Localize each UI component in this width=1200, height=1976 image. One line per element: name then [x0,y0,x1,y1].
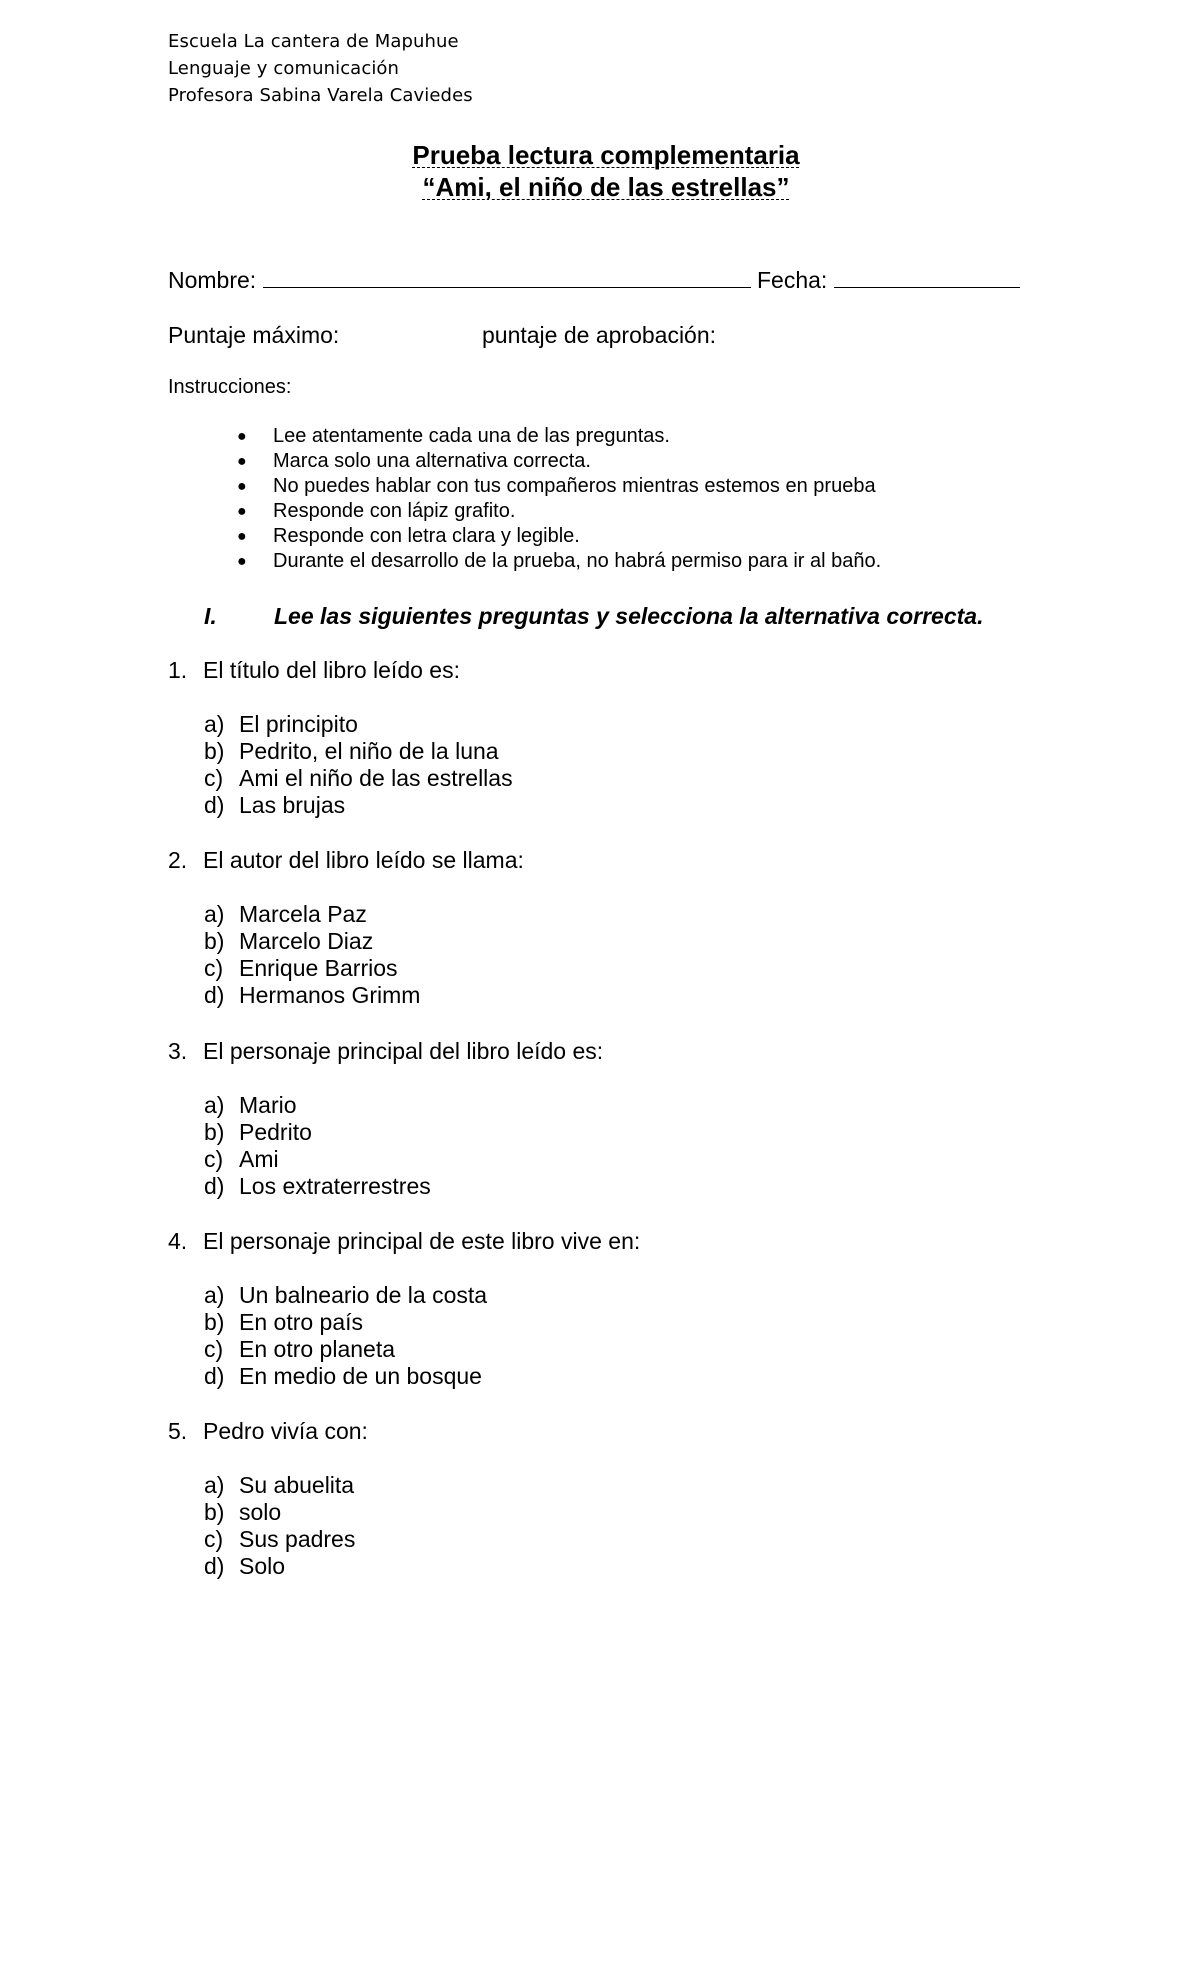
option-d: d) Hermanos Grimm [204,982,421,1008]
option-a: a) Mario [204,1092,297,1118]
list-item: ● Responde con letra clara y legible. [237,525,580,547]
bullet-icon: ● [237,553,247,570]
list-item: ● Marca solo una alternativa correcta. [237,450,591,472]
option-d: d) En medio de un bosque [204,1363,482,1389]
option-a: a) Su abuelita [204,1472,355,1498]
question-4-options [204,1282,487,1390]
option-a: a) El principito [204,711,358,737]
option-d: d) Las brujas [204,792,346,818]
list-item: ● Durante el desarrollo de la prueba, no habrá permiso para ir al baño. [237,550,882,572]
date-label: Fecha: [756,267,828,293]
instructions-list [232,424,881,574]
name-blank-line [263,267,751,288]
test-title [6,139,1200,171]
book-title [6,171,1200,203]
document-header [168,28,473,109]
option-b: b) En otro país [204,1309,364,1335]
section-number: I. [204,603,217,629]
question-5-options [204,1472,355,1580]
instructions-title: Instrucciones: [168,376,292,398]
question-2: 2. El autor del libro leído se llama: [168,847,524,873]
section-text: Lee las siguientes preguntas y selecciona la alternativa correcta. [274,603,984,629]
option-d: d) Los extraterrestres [204,1173,431,1199]
question-3: 3. El personaje principal del libro leído es: [168,1038,604,1064]
option-c: c) Enrique Barrios [204,955,398,981]
option-d: d) Solo [204,1553,286,1579]
name-date-row [168,265,1020,295]
question-1: 1. El título del libro leído es: [168,657,460,683]
list-item: ● Responde con lápiz grafito. [237,500,516,522]
question-1-options [204,711,513,819]
test-title-line-2: “Ami, el niño de las estrellas” [422,172,790,202]
option-b: b) solo [204,1499,282,1525]
school-name: Escuela La cantera de Mapuhue [168,31,459,52]
subject-name: Lenguaje y comunicación [168,58,400,79]
question-5: 5. Pedro vivía con: [168,1418,368,1444]
list-item: ● Lee atentamente cada una de las preguntas. [237,425,670,447]
list-item: ● No puedes hablar con tus compañeros mientras estemos en prueba [237,475,876,497]
bullet-icon: ● [237,503,247,520]
question-2-options [204,901,420,1009]
bullet-icon: ● [237,453,247,470]
option-b: b) Pedrito [204,1119,312,1145]
option-c: c) Ami [204,1146,279,1172]
date-blank-line [834,267,1020,288]
pass-score-label: puntaje de aprobación: [482,322,717,348]
bullet-icon: ● [237,528,247,545]
question-3-options [204,1092,431,1200]
teacher-name: Profesora Sabina Varela Caviedes [168,85,473,106]
option-c: c) En otro planeta [204,1336,396,1362]
option-c: c) Ami el niño de las estrellas [204,765,513,791]
max-score-label: Puntaje máximo: [168,322,340,348]
option-c: c) Sus padres [204,1526,356,1552]
option-a: a) Marcela Paz [204,901,367,927]
option-b: b) Marcelo Diaz [204,928,374,954]
question-4: 4. El personaje principal de este libro vive en: [168,1228,641,1254]
bullet-icon: ● [237,428,247,445]
option-b: b) Pedrito, el niño de la luna [204,738,499,764]
section-heading [204,601,984,631]
name-label: Nombre: [168,267,257,293]
option-a: a) Un balneario de la costa [204,1282,488,1308]
test-title-line-1: Prueba lectura complementaria [412,140,800,170]
bullet-icon: ● [237,478,247,495]
